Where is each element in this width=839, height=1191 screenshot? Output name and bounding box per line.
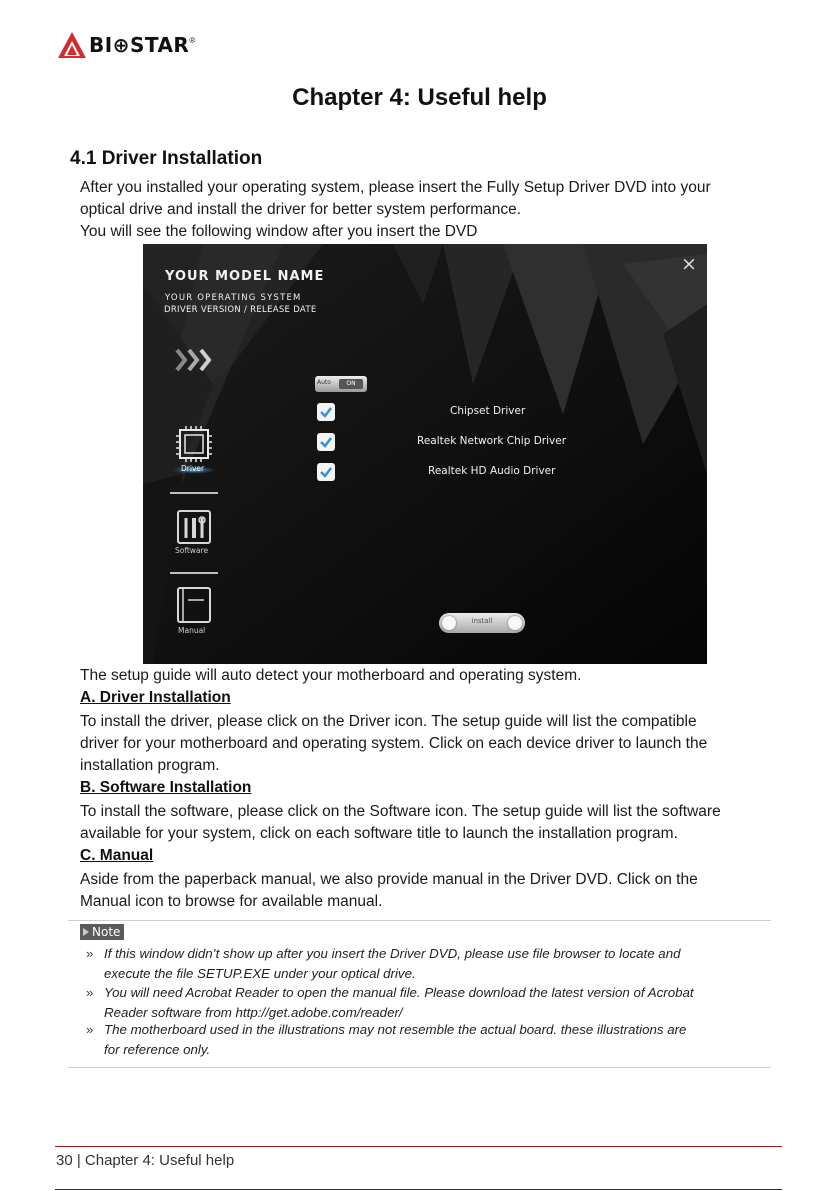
section-c-heading: C. Manual <box>80 847 154 864</box>
nav-manual[interactable] <box>167 586 221 638</box>
registered-mark: ® <box>189 36 196 45</box>
note-line: Reader software from http://get.adobe.com/reader/ <box>104 1004 403 1020</box>
note-box <box>68 920 771 1068</box>
note-item <box>86 983 766 1022</box>
install-label: install <box>471 617 493 625</box>
bullet-icon: » <box>86 985 94 1000</box>
section-a-line: installation program. <box>80 757 220 774</box>
biostar-logo <box>58 30 195 60</box>
check-icon <box>317 463 335 481</box>
note-line: You will need Acrobat Reader to open the manual file. Please download the latest version of Acrobat <box>104 985 694 1000</box>
nav-software[interactable] <box>167 508 221 558</box>
book-icon <box>167 586 221 626</box>
nav-divider <box>170 492 218 494</box>
section-b-line: available for your system, click on each software title to launch the installation program. <box>80 825 678 842</box>
tools-icon <box>167 508 221 546</box>
section-a-line: driver for your motherboard and operating system. Click on each device driver to launch the <box>80 735 708 752</box>
section-a-body <box>80 711 785 777</box>
section-c-line: Manual icon to browse for available manual. <box>80 893 383 910</box>
model-name: YOUR MODEL NAME <box>165 269 325 284</box>
check-icon <box>317 403 335 421</box>
close-icon[interactable]: × <box>681 253 697 275</box>
section-b-heading: B. Software Installation <box>80 779 252 796</box>
auto-toggle[interactable] <box>315 376 367 392</box>
driver-name[interactable]: Chipset Driver <box>450 405 526 417</box>
nav-software-label: Software <box>175 546 209 555</box>
driver-checkbox[interactable] <box>317 403 335 421</box>
note-badge <box>80 924 124 940</box>
on-label: ON <box>339 379 363 389</box>
chapter-title: Chapter 4: Useful help <box>292 84 547 111</box>
note-line: The motherboard used in the illustrations may not resemble the actual board. these illustrations are <box>104 1022 687 1037</box>
install-button[interactable] <box>439 613 525 633</box>
chevron-arrows-icon <box>175 348 215 372</box>
intro-paragraph <box>80 177 780 243</box>
section-title: 4.1 Driver Installation <box>70 148 263 169</box>
section-b-line: To install the software, please click on the Software icon. The setup guide will list the software <box>80 803 721 820</box>
check-icon <box>317 433 335 451</box>
logo-wordmark: BI⊕STAR <box>89 33 190 57</box>
after-screenshot-text: The setup guide will auto detect your motherboard and operating system. <box>80 667 582 684</box>
driver-setup-screenshot <box>143 244 707 664</box>
intro-line: optical drive and install the driver for better system performance. <box>80 201 522 218</box>
section-a-line: To install the driver, please click on the Driver icon. The setup guide will list the compatible <box>80 713 697 730</box>
note-arrow-icon <box>83 928 89 936</box>
footer-page-label: 30 | Chapter 4: Useful help <box>56 1152 235 1169</box>
section-a-heading: A. Driver Installation <box>80 689 231 706</box>
driver-checkbox[interactable] <box>317 463 335 481</box>
intro-line: After you installed your operating system, please insert the Fully Setup Driver DVD into your <box>80 179 711 196</box>
intro-line: You will see the following window after you insert the DVD <box>80 223 478 240</box>
biostar-logo-icon <box>58 32 86 58</box>
section-c-line: Aside from the paperback manual, we also provide manual in the Driver DVD. Click on the <box>80 871 698 888</box>
version-line: DRIVER VERSION / RELEASE DATE <box>164 305 317 315</box>
driver-name[interactable]: Realtek HD Audio Driver <box>428 465 556 477</box>
nav-manual-label: Manual <box>178 626 206 635</box>
driver-name[interactable]: Realtek Network Chip Driver <box>417 435 567 447</box>
note-item <box>86 944 766 983</box>
note-label: Note <box>92 925 121 939</box>
note-line: for reference only. <box>104 1041 211 1057</box>
os-line: YOUR OPERATING SYSTEM <box>165 293 302 303</box>
nav-driver-label: Driver <box>181 464 205 473</box>
section-b-body <box>80 801 785 845</box>
footer-rule <box>55 1146 782 1147</box>
nav-driver[interactable] <box>167 424 221 484</box>
section-c-body <box>80 869 785 913</box>
nav-divider <box>170 572 218 574</box>
footer-bottom-rule <box>55 1189 782 1190</box>
bullet-icon: » <box>86 946 94 961</box>
note-line: execute the file SETUP.EXE under your optical drive. <box>104 965 416 981</box>
note-line: If this window didn’t show up after you insert the Driver DVD, please use file browser to locate and <box>104 946 681 961</box>
note-item <box>86 1020 766 1059</box>
driver-checkbox[interactable] <box>317 433 335 451</box>
auto-label: Auto <box>317 379 331 386</box>
bullet-icon: » <box>86 1022 94 1037</box>
